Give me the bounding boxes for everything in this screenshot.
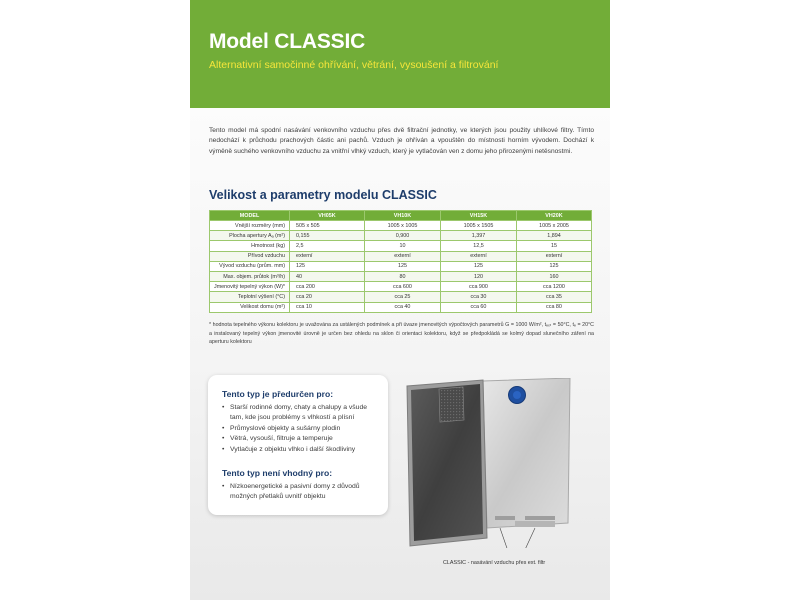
bullet-icon: • (222, 424, 225, 432)
suitability-box (208, 375, 388, 515)
table-cell: cca 35 (517, 292, 592, 302)
table-cell: cca 900 (441, 282, 517, 292)
row-label: Jmenovitý tepelný výkon (W)* (210, 282, 290, 292)
list-item (222, 403, 382, 424)
list-item-text: Průmyslové objekty a sušárny plodin (230, 424, 341, 432)
list-item (222, 424, 382, 434)
bullet-icon: • (222, 404, 225, 411)
row-label: Přívod vzduchu (210, 251, 290, 261)
table-cell: 0,155 (290, 231, 365, 241)
table-cell: 125 (290, 261, 365, 271)
bullet-icon: • (222, 445, 225, 453)
table-cell: externí (365, 251, 441, 261)
table-header-row (210, 211, 592, 221)
table-cell: 40 (290, 271, 365, 281)
solar-air-collector-image (405, 378, 575, 548)
product-photo (405, 378, 575, 548)
not-suitable-title: Tento typ není vhodný pro: (222, 468, 333, 478)
row-label: Teplotní výšení (°C) (210, 292, 290, 302)
table-cell: 80 (365, 271, 441, 281)
list-item-text: Vytlačuje z objektu vlhko i další škodliviny (230, 445, 356, 453)
table-cell: externí (290, 251, 365, 261)
table-header-cell: VH15K (441, 211, 517, 221)
table-row (210, 231, 592, 241)
table-cell: 0,900 (365, 231, 441, 241)
section-title: Velikost a parametry modelu CLASSIC (209, 188, 437, 202)
intro-paragraph: Tento model má spodní nasávání venkovního vzduchu přes dvě filtrační jednotky, ve kterých jsou použity uhlíkové filtry. Tímto nedochází k průchodu prachových částic ani pachů. Vzduch je ohříván a vpouštěn do místnosti horním vývodem. Dochází k výměně suchého venkovního vzduchu za vnitřní vlhký vzduch, který je vytlačován ven z domu jeho přirozenými netěsnostmi. (209, 127, 594, 155)
row-label: Vývod vzduchu (prům. mm) (210, 261, 290, 271)
not-suitable-list (222, 482, 382, 503)
table-row (210, 271, 592, 281)
table-cell: 1005 x 1505 (441, 221, 517, 231)
table-cell: externí (441, 251, 517, 261)
table-cell: 15 (517, 241, 592, 251)
table-cell: 10 (365, 241, 441, 251)
header-banner (190, 0, 610, 108)
row-label: Hmotnost (kg) (210, 241, 290, 251)
table-cell: 1005 x 1005 (365, 221, 441, 231)
photo-caption: CLASSIC - nasávání vzduchu přes ext. filtr (443, 560, 546, 566)
table-row (210, 241, 592, 251)
table-cell: cca 20 (290, 292, 365, 302)
table-cell: cca 1200 (517, 282, 592, 292)
table-cell: 12,5 (441, 241, 517, 251)
list-item-text: Větrá, vysouší, filtruje a temperuje (230, 435, 333, 443)
page-title: Model CLASSIC (209, 30, 366, 53)
table-cell: cca 40 (365, 302, 441, 312)
table-row (210, 261, 592, 271)
list-item-text: Starší rodinné domy, chaty a chalupy a všude tam, kde jsou problémy s vlhkostí a plísní (230, 404, 368, 422)
table-header-cell: VH20K (517, 211, 592, 221)
table-row (210, 251, 592, 261)
row-label: Velikost domu (m²) (210, 302, 290, 312)
table-cell: 125 (365, 261, 441, 271)
bullet-icon: • (222, 483, 225, 490)
table-cell: cca 25 (365, 292, 441, 302)
table-cell: cca 200 (290, 282, 365, 292)
row-label: Vnější rozměry (mm) (210, 221, 290, 231)
table-cell: 120 (441, 271, 517, 281)
table-cell: cca 60 (441, 302, 517, 312)
table-row (210, 302, 592, 312)
table-cell: 125 (517, 261, 592, 271)
table-cell: 1,397 (441, 231, 517, 241)
list-item (222, 482, 382, 503)
table-row (210, 282, 592, 292)
brochure-page (190, 0, 610, 600)
row-label: Plocha apertury Aₐ (m²) (210, 231, 290, 241)
table-cell: 2,5 (290, 241, 365, 251)
table-header-cell: VH10K (365, 211, 441, 221)
table-header-cell: MODEL (210, 211, 290, 221)
list-item (222, 434, 382, 444)
suitable-title: Tento typ je předurčen pro: (222, 389, 334, 399)
row-label: Max. objem. průtok (m³/h) (210, 271, 290, 281)
table-cell: cca 80 (517, 302, 592, 312)
table-header-cell: VH05K (290, 211, 365, 221)
list-item-text: Nízkoenergetické a pasivní domy z důvodů možných přetlaků uvnitř objektu (230, 483, 360, 501)
table-cell: 1005 x 2005 (517, 221, 592, 231)
table-cell: 1,894 (517, 231, 592, 241)
table-cell: 125 (441, 261, 517, 271)
suitable-list (222, 403, 382, 455)
table-cell: 160 (517, 271, 592, 281)
table-row (210, 221, 592, 231)
bullet-icon: • (222, 435, 225, 443)
table-cell: cca 10 (290, 302, 365, 312)
table-cell: cca 600 (365, 282, 441, 292)
table-cell: externí (517, 251, 592, 261)
footnote: * hodnota tepelného výkonu kolektoru je uvažována za ustálených podmínek a při úvaze jmenovitých výpočtových parametrů G = 1000 W/m², tₑₓₜ = 50°C, tₑ = 20°C a instalovaný tepelný výkon jmenovité úrovně je určen bez ohledu na sklon či orientaci kolektoru, když se předpokládá se kolmý dopad slunečního záření na aperturu kolektoru (209, 322, 594, 346)
parameters-table (209, 210, 592, 313)
table-row (210, 292, 592, 302)
page-subtitle: Alternativní samočinné ohřívání, větrání, vysoušení a filtrování (209, 59, 499, 71)
table-cell: 505 x 505 (290, 221, 365, 231)
list-item (222, 445, 382, 455)
table-cell: cca 30 (441, 292, 517, 302)
